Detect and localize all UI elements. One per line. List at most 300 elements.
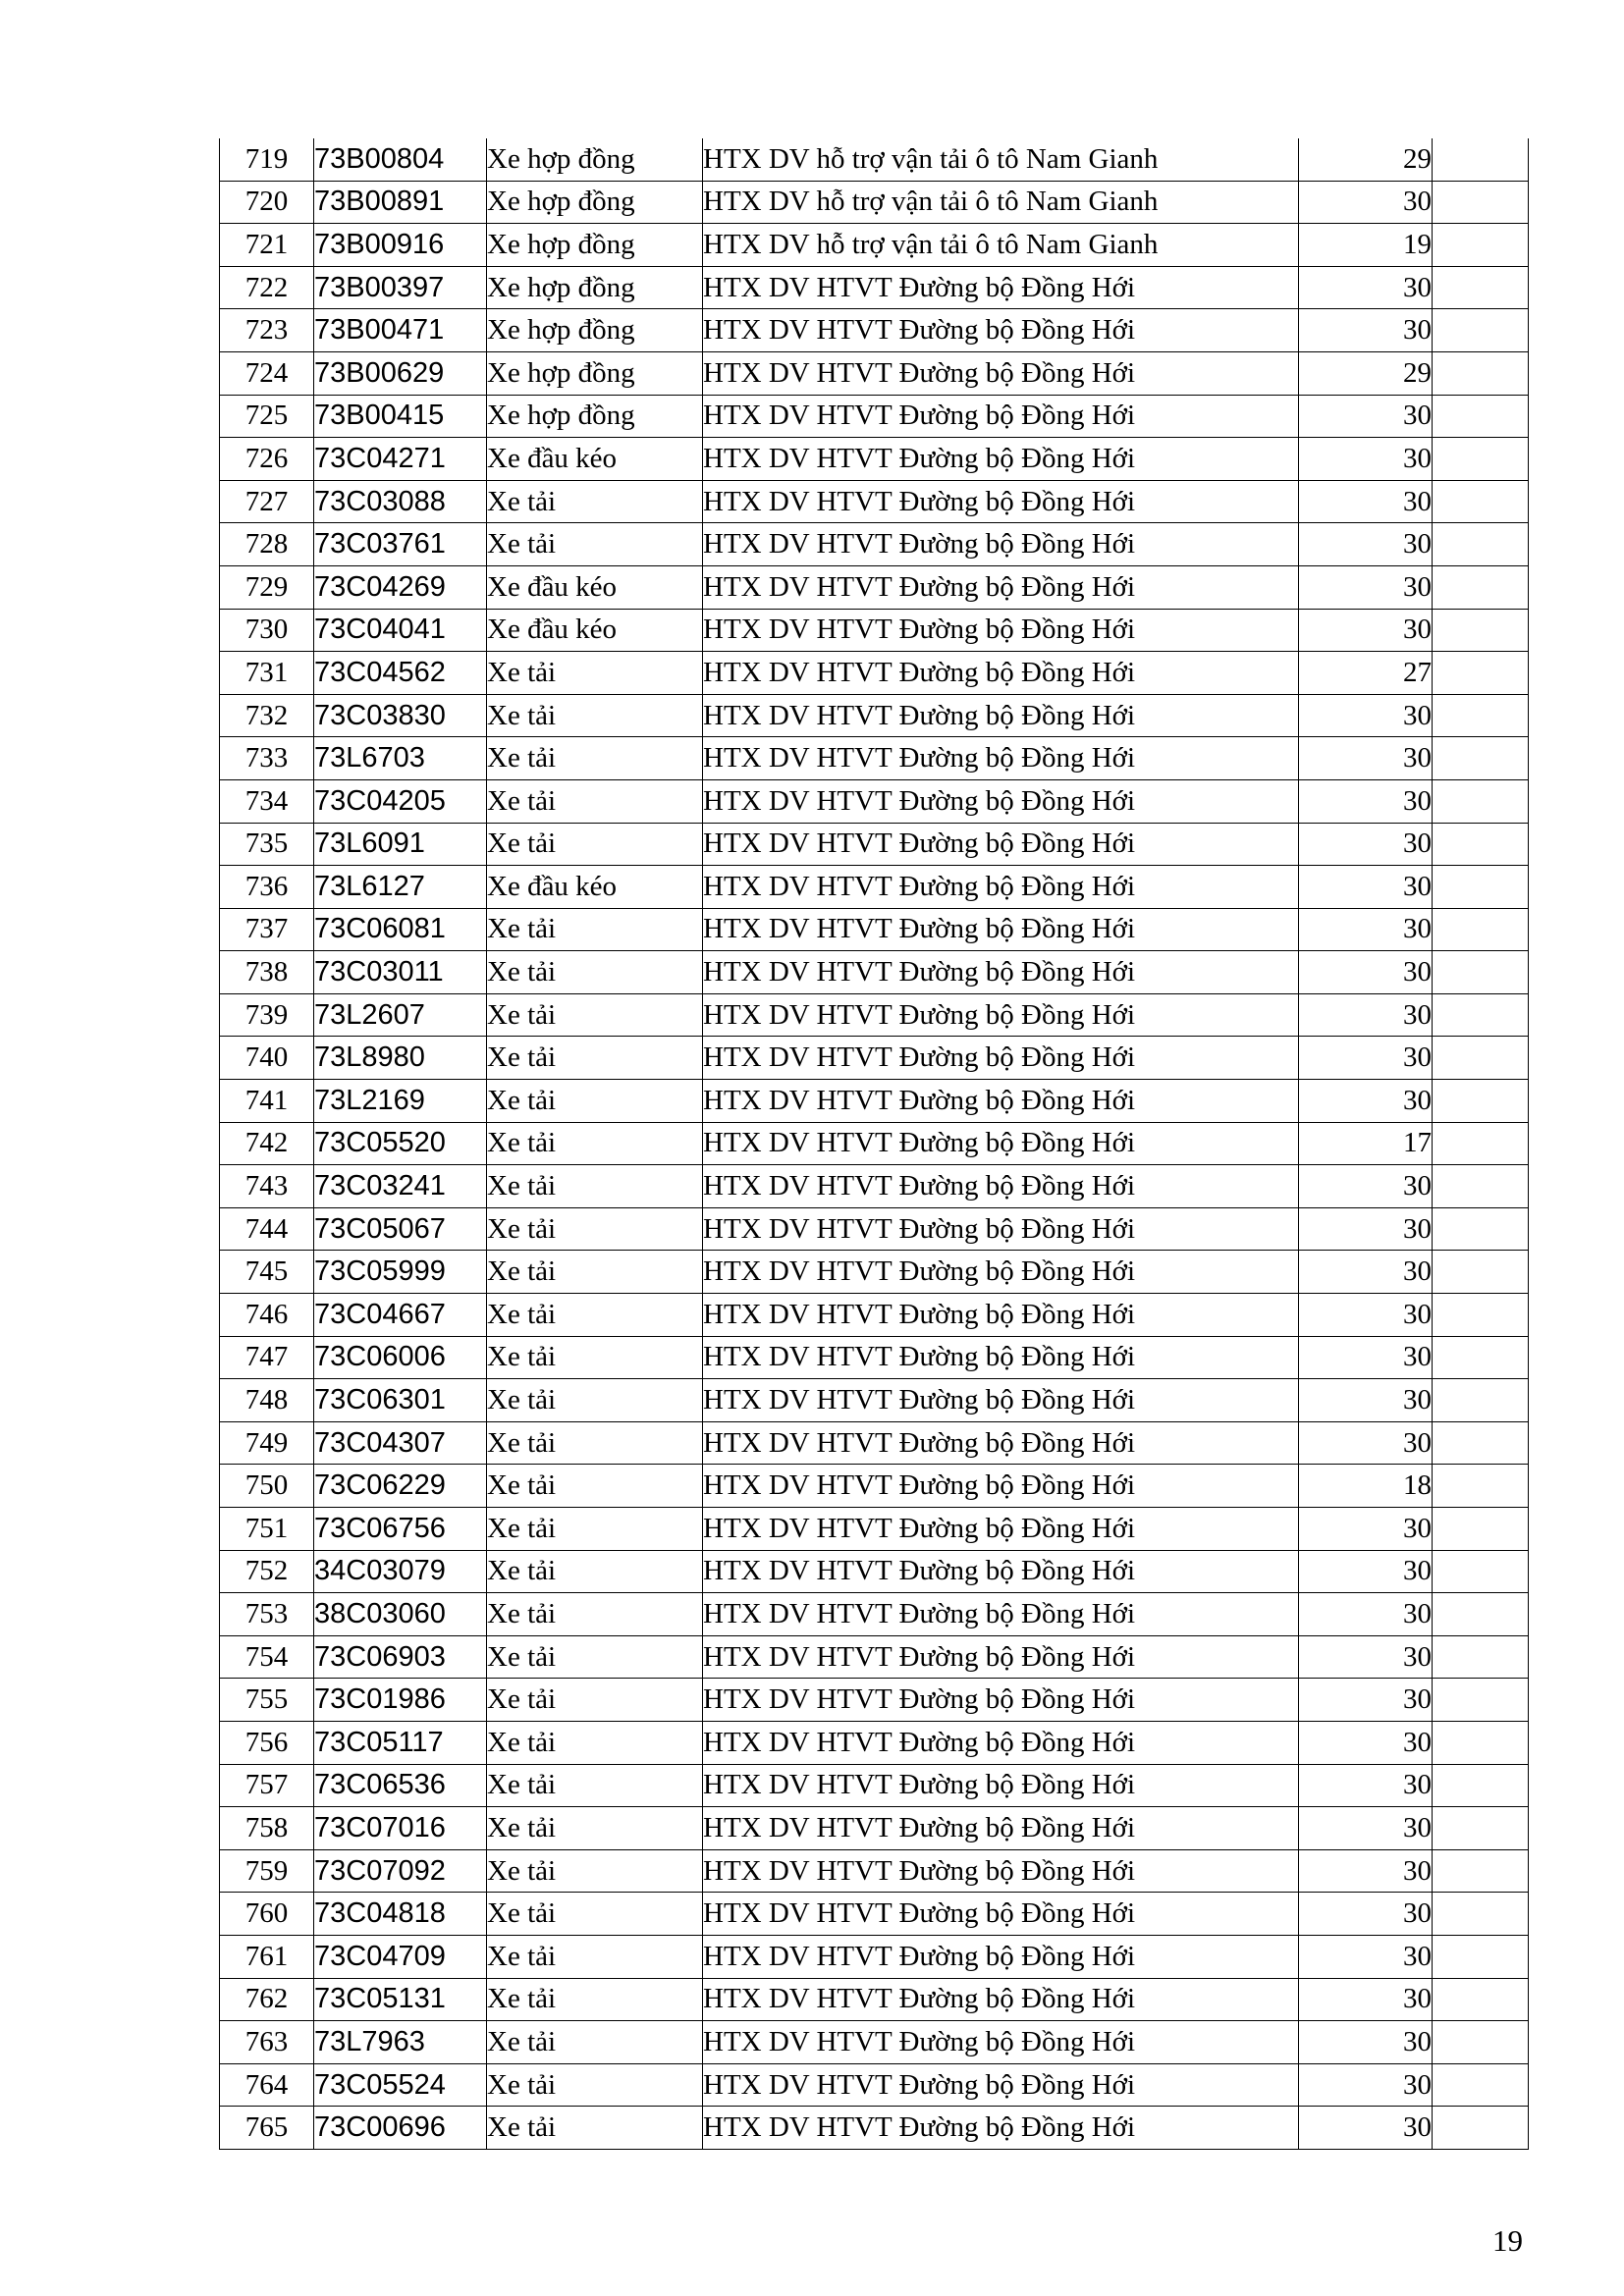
row-number: 740 <box>220 1037 314 1080</box>
row-number: 752 <box>220 1550 314 1593</box>
table-row <box>220 1849 1529 1893</box>
table-row <box>220 1508 1529 1551</box>
vehicle-type: Xe tải <box>487 1550 703 1593</box>
license-plate: 73L7963 <box>314 2021 487 2064</box>
vehicle-type: Xe tải <box>487 480 703 523</box>
note-cell <box>1433 395 1529 438</box>
table-row <box>220 1037 1529 1080</box>
note-cell <box>1433 737 1529 780</box>
operator-unit: HTX DV HTVT Đường bộ Đồng Hới <box>703 1679 1299 1722</box>
row-number: 731 <box>220 652 314 695</box>
table-row <box>220 309 1529 352</box>
table-row <box>220 1764 1529 1807</box>
operator-unit: HTX DV HTVT Đường bộ Đồng Hới <box>703 1165 1299 1208</box>
table-row <box>220 565 1529 609</box>
day-count: 30 <box>1299 1336 1433 1379</box>
day-count: 30 <box>1299 1635 1433 1679</box>
vehicle-table <box>219 138 1529 2150</box>
vehicle-type: Xe tải <box>487 1122 703 1165</box>
license-plate: 73C04709 <box>314 1935 487 1978</box>
row-number: 743 <box>220 1165 314 1208</box>
table-row <box>220 1122 1529 1165</box>
operator-unit: HTX DV hỗ trợ vận tải ô tô Nam Gianh <box>703 181 1299 224</box>
row-number: 746 <box>220 1294 314 1337</box>
operator-unit: HTX DV HTVT Đường bộ Đồng Hới <box>703 2021 1299 2064</box>
note-cell <box>1433 138 1529 181</box>
vehicle-type: Xe tải <box>487 694 703 737</box>
note-cell <box>1433 351 1529 395</box>
note-cell <box>1433 1508 1529 1551</box>
vehicle-type: Xe hợp đồng <box>487 351 703 395</box>
table-row <box>220 1465 1529 1508</box>
day-count: 30 <box>1299 908 1433 951</box>
table-row <box>220 1978 1529 2021</box>
note-cell <box>1433 1935 1529 1978</box>
license-plate: 73C04667 <box>314 1294 487 1337</box>
note-cell <box>1433 1294 1529 1337</box>
license-plate: 73C04205 <box>314 779 487 823</box>
day-count: 30 <box>1299 1207 1433 1251</box>
day-count: 30 <box>1299 395 1433 438</box>
license-plate: 73C05117 <box>314 1721 487 1764</box>
note-cell <box>1433 181 1529 224</box>
operator-unit: HTX DV HTVT Đường bộ Đồng Hới <box>703 908 1299 951</box>
note-cell <box>1433 1978 1529 2021</box>
operator-unit: HTX DV HTVT Đường bộ Đồng Hới <box>703 1978 1299 2021</box>
row-number: 753 <box>220 1593 314 1636</box>
operator-unit: HTX DV HTVT Đường bộ Đồng Hới <box>703 438 1299 481</box>
table-row <box>220 351 1529 395</box>
license-plate: 38C03060 <box>314 1593 487 1636</box>
row-number: 737 <box>220 908 314 951</box>
table-row <box>220 866 1529 909</box>
row-number: 754 <box>220 1635 314 1679</box>
row-number: 738 <box>220 951 314 994</box>
license-plate: 73B00891 <box>314 181 487 224</box>
row-number: 734 <box>220 779 314 823</box>
table-row <box>220 1421 1529 1465</box>
note-cell <box>1433 1379 1529 1422</box>
note-cell <box>1433 1465 1529 1508</box>
license-plate: 73L8980 <box>314 1037 487 1080</box>
vehicle-type: Xe hợp đồng <box>487 266 703 309</box>
table-row <box>220 908 1529 951</box>
day-count: 30 <box>1299 1294 1433 1337</box>
vehicle-type: Xe tải <box>487 1080 703 1123</box>
license-plate: 73B00397 <box>314 266 487 309</box>
operator-unit: HTX DV HTVT Đường bộ Đồng Hới <box>703 395 1299 438</box>
table-row <box>220 609 1529 652</box>
day-count: 30 <box>1299 2063 1433 2107</box>
table-row <box>220 395 1529 438</box>
vehicle-type: Xe tải <box>487 2107 703 2150</box>
row-number: 736 <box>220 866 314 909</box>
table-row <box>220 1207 1529 1251</box>
vehicle-type: Xe tải <box>487 2021 703 2064</box>
day-count: 30 <box>1299 1421 1433 1465</box>
day-count: 30 <box>1299 2107 1433 2150</box>
license-plate: 73C05131 <box>314 1978 487 2021</box>
row-number: 763 <box>220 2021 314 2064</box>
day-count: 19 <box>1299 224 1433 267</box>
vehicle-type: Xe hợp đồng <box>487 224 703 267</box>
day-count: 30 <box>1299 181 1433 224</box>
operator-unit: HTX DV HTVT Đường bộ Đồng Hới <box>703 866 1299 909</box>
operator-unit: HTX DV HTVT Đường bộ Đồng Hới <box>703 1550 1299 1593</box>
row-number: 757 <box>220 1764 314 1807</box>
day-count: 30 <box>1299 1080 1433 1123</box>
day-count: 30 <box>1299 1251 1433 1294</box>
note-cell <box>1433 866 1529 909</box>
row-number: 745 <box>220 1251 314 1294</box>
note-cell <box>1433 993 1529 1037</box>
table-row <box>220 138 1529 181</box>
note-cell <box>1433 1593 1529 1636</box>
vehicle-type: Xe tải <box>487 1679 703 1722</box>
operator-unit: HTX DV HTVT Đường bộ Đồng Hới <box>703 1207 1299 1251</box>
vehicle-type: Xe tải <box>487 823 703 866</box>
day-count: 30 <box>1299 823 1433 866</box>
vehicle-type: Xe tải <box>487 1508 703 1551</box>
operator-unit: HTX DV HTVT Đường bộ Đồng Hới <box>703 993 1299 1037</box>
note-cell <box>1433 908 1529 951</box>
vehicle-type: Xe tải <box>487 1251 703 1294</box>
vehicle-type: Xe tải <box>487 652 703 695</box>
operator-unit: HTX DV HTVT Đường bộ Đồng Hới <box>703 309 1299 352</box>
note-cell <box>1433 1037 1529 1080</box>
license-plate: 73B00629 <box>314 351 487 395</box>
operator-unit: HTX DV HTVT Đường bộ Đồng Hới <box>703 951 1299 994</box>
row-number: 764 <box>220 2063 314 2107</box>
vehicle-type: Xe hợp đồng <box>487 181 703 224</box>
note-cell <box>1433 652 1529 695</box>
table-row <box>220 1165 1529 1208</box>
license-plate: 73C03011 <box>314 951 487 994</box>
day-count: 30 <box>1299 1721 1433 1764</box>
operator-unit: HTX DV HTVT Đường bộ Đồng Hới <box>703 1893 1299 1936</box>
note-cell <box>1433 480 1529 523</box>
license-plate: 73C04562 <box>314 652 487 695</box>
day-count: 30 <box>1299 1593 1433 1636</box>
table-row <box>220 1251 1529 1294</box>
table-row <box>220 2021 1529 2064</box>
table-row <box>220 1935 1529 1978</box>
row-number: 739 <box>220 993 314 1037</box>
day-count: 30 <box>1299 609 1433 652</box>
operator-unit: HTX DV HTVT Đường bộ Đồng Hới <box>703 1294 1299 1337</box>
table-row <box>220 737 1529 780</box>
row-number: 721 <box>220 224 314 267</box>
table-row <box>220 1721 1529 1764</box>
day-count: 30 <box>1299 951 1433 994</box>
license-plate: 73B00415 <box>314 395 487 438</box>
table-row <box>220 266 1529 309</box>
table-row <box>220 1080 1529 1123</box>
operator-unit: HTX DV HTVT Đường bộ Đồng Hới <box>703 351 1299 395</box>
table-row <box>220 823 1529 866</box>
note-cell <box>1433 1336 1529 1379</box>
vehicle-type: Xe tải <box>487 1379 703 1422</box>
table-row <box>220 480 1529 523</box>
day-count: 17 <box>1299 1122 1433 1165</box>
vehicle-type: Xe tải <box>487 951 703 994</box>
vehicle-type: Xe đầu kéo <box>487 609 703 652</box>
table-row <box>220 1807 1529 1850</box>
vehicle-type: Xe tải <box>487 1294 703 1337</box>
vehicle-type: Xe tải <box>487 1764 703 1807</box>
row-number: 755 <box>220 1679 314 1722</box>
license-plate: 73C06756 <box>314 1508 487 1551</box>
note-cell <box>1433 1849 1529 1893</box>
vehicle-type: Xe đầu kéo <box>487 438 703 481</box>
row-number: 762 <box>220 1978 314 2021</box>
table-row <box>220 779 1529 823</box>
note-cell <box>1433 609 1529 652</box>
note-cell <box>1433 823 1529 866</box>
vehicle-type: Xe tải <box>487 1893 703 1936</box>
row-number: 735 <box>220 823 314 866</box>
note-cell <box>1433 438 1529 481</box>
operator-unit: HTX DV HTVT Đường bộ Đồng Hới <box>703 1465 1299 1508</box>
vehicle-type: Xe tải <box>487 523 703 566</box>
license-plate: 73L6703 <box>314 737 487 780</box>
note-cell <box>1433 2021 1529 2064</box>
row-number: 747 <box>220 1336 314 1379</box>
day-count: 30 <box>1299 1893 1433 1936</box>
operator-unit: HTX DV HTVT Đường bộ Đồng Hới <box>703 1122 1299 1165</box>
vehicle-type: Xe tải <box>487 1635 703 1679</box>
day-count: 29 <box>1299 351 1433 395</box>
table-row <box>220 1679 1529 1722</box>
license-plate: 73L2169 <box>314 1080 487 1123</box>
row-number: 726 <box>220 438 314 481</box>
row-number: 750 <box>220 1465 314 1508</box>
vehicle-type: Xe tải <box>487 1593 703 1636</box>
operator-unit: HTX DV HTVT Đường bộ Đồng Hới <box>703 480 1299 523</box>
vehicle-type: Xe tải <box>487 1849 703 1893</box>
table-row <box>220 694 1529 737</box>
operator-unit: HTX DV HTVT Đường bộ Đồng Hới <box>703 779 1299 823</box>
day-count: 30 <box>1299 779 1433 823</box>
table-row <box>220 224 1529 267</box>
day-count: 30 <box>1299 993 1433 1037</box>
note-cell <box>1433 1207 1529 1251</box>
note-cell <box>1433 779 1529 823</box>
day-count: 30 <box>1299 1764 1433 1807</box>
vehicle-type: Xe tải <box>487 1721 703 1764</box>
row-number: 756 <box>220 1721 314 1764</box>
note-cell <box>1433 1679 1529 1722</box>
row-number: 724 <box>220 351 314 395</box>
note-cell <box>1433 1635 1529 1679</box>
row-number: 729 <box>220 565 314 609</box>
operator-unit: HTX DV HTVT Đường bộ Đồng Hới <box>703 609 1299 652</box>
table-row <box>220 1294 1529 1337</box>
table-row <box>220 1893 1529 1936</box>
row-number: 723 <box>220 309 314 352</box>
row-number: 730 <box>220 609 314 652</box>
vehicle-type: Xe tải <box>487 908 703 951</box>
operator-unit: HTX DV HTVT Đường bộ Đồng Hới <box>703 2107 1299 2150</box>
license-plate: 73C05067 <box>314 1207 487 1251</box>
row-number: 741 <box>220 1080 314 1123</box>
operator-unit: HTX DV HTVT Đường bộ Đồng Hới <box>703 823 1299 866</box>
vehicle-type: Xe tải <box>487 1935 703 1978</box>
note-cell <box>1433 1421 1529 1465</box>
note-cell <box>1433 1764 1529 1807</box>
operator-unit: HTX DV HTVT Đường bộ Đồng Hới <box>703 1935 1299 1978</box>
row-number: 751 <box>220 1508 314 1551</box>
day-count: 30 <box>1299 309 1433 352</box>
license-plate: 73C01986 <box>314 1679 487 1722</box>
license-plate: 73C05999 <box>314 1251 487 1294</box>
vehicle-type: Xe tải <box>487 1421 703 1465</box>
vehicle-type: Xe tải <box>487 2063 703 2107</box>
operator-unit: HTX DV HTVT Đường bộ Đồng Hới <box>703 266 1299 309</box>
license-plate: 73C04818 <box>314 1893 487 1936</box>
page-number: 19 <box>1492 2223 1523 2258</box>
license-plate: 73C07016 <box>314 1807 487 1850</box>
operator-unit: HTX DV HTVT Đường bộ Đồng Hới <box>703 1721 1299 1764</box>
table-row <box>220 438 1529 481</box>
note-cell <box>1433 1550 1529 1593</box>
vehicle-type: Xe hợp đồng <box>487 309 703 352</box>
license-plate: 73C00696 <box>314 2107 487 2150</box>
table-row <box>220 1550 1529 1593</box>
note-cell <box>1433 309 1529 352</box>
day-count: 30 <box>1299 737 1433 780</box>
row-number: 758 <box>220 1807 314 1850</box>
row-number: 744 <box>220 1207 314 1251</box>
note-cell <box>1433 2063 1529 2107</box>
operator-unit: HTX DV HTVT Đường bộ Đồng Hới <box>703 1421 1299 1465</box>
operator-unit: HTX DV HTVT Đường bộ Đồng Hới <box>703 1336 1299 1379</box>
operator-unit: HTX DV HTVT Đường bộ Đồng Hới <box>703 565 1299 609</box>
day-count: 30 <box>1299 694 1433 737</box>
day-count: 30 <box>1299 266 1433 309</box>
operator-unit: HTX DV HTVT Đường bộ Đồng Hới <box>703 523 1299 566</box>
row-number: 728 <box>220 523 314 566</box>
note-cell <box>1433 523 1529 566</box>
note-cell <box>1433 565 1529 609</box>
license-plate: 73L2607 <box>314 993 487 1037</box>
operator-unit: HTX DV HTVT Đường bộ Đồng Hới <box>703 1379 1299 1422</box>
vehicle-type: Xe hợp đồng <box>487 395 703 438</box>
day-count: 30 <box>1299 1379 1433 1422</box>
license-plate: 73C06081 <box>314 908 487 951</box>
day-count: 18 <box>1299 1465 1433 1508</box>
note-cell <box>1433 266 1529 309</box>
vehicle-table-body <box>220 138 1529 2149</box>
row-number: 732 <box>220 694 314 737</box>
license-plate: 73B00471 <box>314 309 487 352</box>
license-plate: 73L6127 <box>314 866 487 909</box>
license-plate: 73C06301 <box>314 1379 487 1422</box>
table-row <box>220 2063 1529 2107</box>
operator-unit: HTX DV hỗ trợ vận tải ô tô Nam Gianh <box>703 138 1299 181</box>
note-cell <box>1433 1165 1529 1208</box>
operator-unit: HTX DV HTVT Đường bộ Đồng Hới <box>703 2063 1299 2107</box>
license-plate: 73C06903 <box>314 1635 487 1679</box>
operator-unit: HTX DV HTVT Đường bộ Đồng Hới <box>703 652 1299 695</box>
license-plate: 73C03761 <box>314 523 487 566</box>
row-number: 759 <box>220 1849 314 1893</box>
vehicle-type: Xe tải <box>487 779 703 823</box>
note-cell <box>1433 1721 1529 1764</box>
vehicle-type: Xe hợp đồng <box>487 138 703 181</box>
day-count: 30 <box>1299 438 1433 481</box>
row-number: 748 <box>220 1379 314 1422</box>
note-cell <box>1433 694 1529 737</box>
table-row <box>220 1379 1529 1422</box>
vehicle-type: Xe tải <box>487 993 703 1037</box>
day-count: 30 <box>1299 1165 1433 1208</box>
vehicle-type: Xe tải <box>487 1165 703 1208</box>
license-plate: 73C05520 <box>314 1122 487 1165</box>
license-plate: 73C03241 <box>314 1165 487 1208</box>
operator-unit: HTX DV HTVT Đường bộ Đồng Hới <box>703 1635 1299 1679</box>
note-cell <box>1433 1251 1529 1294</box>
row-number: 742 <box>220 1122 314 1165</box>
day-count: 30 <box>1299 1978 1433 2021</box>
vehicle-type: Xe tải <box>487 1978 703 2021</box>
license-plate: 73C04041 <box>314 609 487 652</box>
day-count: 30 <box>1299 1807 1433 1850</box>
vehicle-type: Xe tải <box>487 1037 703 1080</box>
day-count: 30 <box>1299 523 1433 566</box>
operator-unit: HTX DV HTVT Đường bộ Đồng Hới <box>703 1037 1299 1080</box>
vehicle-type: Xe tải <box>487 1207 703 1251</box>
license-plate: 73C06006 <box>314 1336 487 1379</box>
license-plate: 73C06229 <box>314 1465 487 1508</box>
table-row <box>220 523 1529 566</box>
day-count: 30 <box>1299 2021 1433 2064</box>
license-plate: 73C05524 <box>314 2063 487 2107</box>
license-plate: 73B00916 <box>314 224 487 267</box>
license-plate: 73C04269 <box>314 565 487 609</box>
row-number: 722 <box>220 266 314 309</box>
operator-unit: HTX DV HTVT Đường bộ Đồng Hới <box>703 1849 1299 1893</box>
license-plate: 34C03079 <box>314 1550 487 1593</box>
operator-unit: HTX DV HTVT Đường bộ Đồng Hới <box>703 1807 1299 1850</box>
day-count: 30 <box>1299 1935 1433 1978</box>
table-row <box>220 1336 1529 1379</box>
row-number: 760 <box>220 1893 314 1936</box>
license-plate: 73B00804 <box>314 138 487 181</box>
row-number: 725 <box>220 395 314 438</box>
note-cell <box>1433 224 1529 267</box>
vehicle-type: Xe tải <box>487 1336 703 1379</box>
day-count: 30 <box>1299 866 1433 909</box>
vehicle-type: Xe tải <box>487 737 703 780</box>
day-count: 30 <box>1299 1508 1433 1551</box>
license-plate: 73C04271 <box>314 438 487 481</box>
row-number: 761 <box>220 1935 314 1978</box>
note-cell <box>1433 1893 1529 1936</box>
row-number: 749 <box>220 1421 314 1465</box>
table-row <box>220 181 1529 224</box>
operator-unit: HTX DV HTVT Đường bộ Đồng Hới <box>703 1593 1299 1636</box>
row-number: 727 <box>220 480 314 523</box>
operator-unit: HTX DV HTVT Đường bộ Đồng Hới <box>703 1764 1299 1807</box>
day-count: 30 <box>1299 1849 1433 1893</box>
day-count: 30 <box>1299 565 1433 609</box>
note-cell <box>1433 1080 1529 1123</box>
license-plate: 73C06536 <box>314 1764 487 1807</box>
table-row <box>220 1593 1529 1636</box>
day-count: 30 <box>1299 1550 1433 1593</box>
license-plate: 73L6091 <box>314 823 487 866</box>
